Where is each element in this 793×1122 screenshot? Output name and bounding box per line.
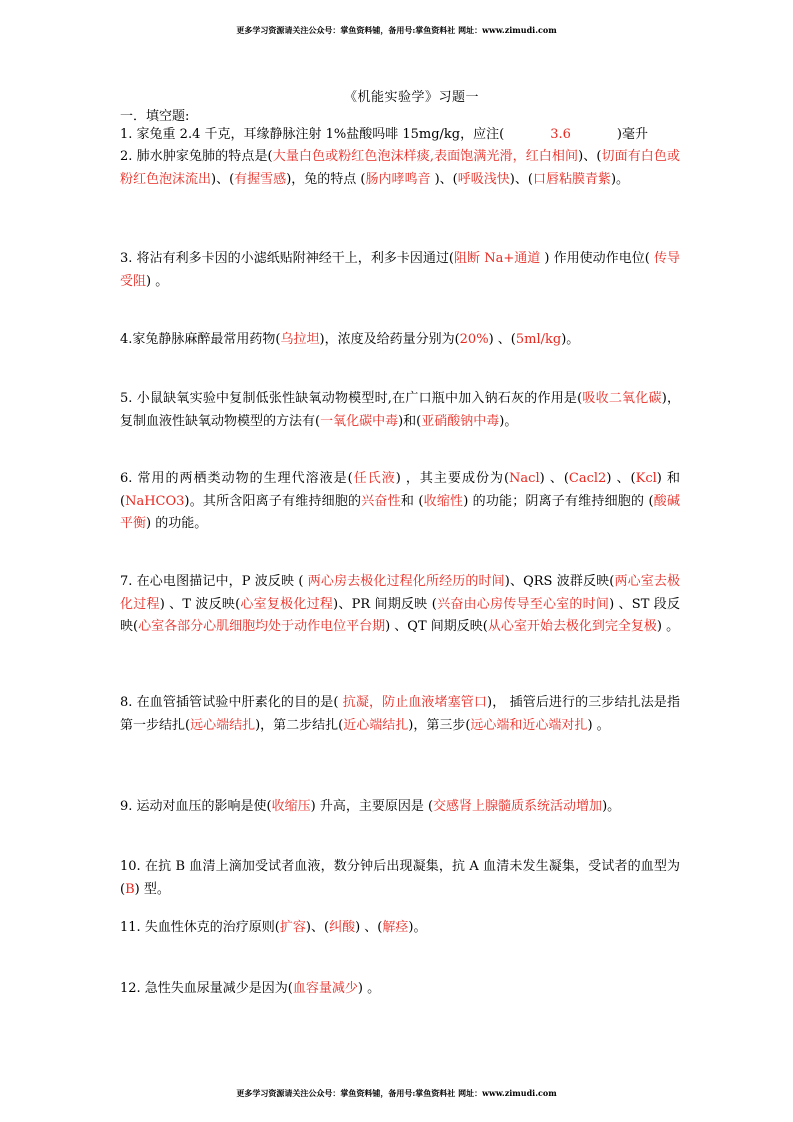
question-7: 7. 在心电图描记中，P 波反映 ( 两心房去极化过程化所经历的时间)、QRS 波群反映(两心室去极化过程) 、T 波反映(心室复极化过程)、PR 间期反映 (兴奋由心房传导至心室的时间) 、ST 段反映(心室各部分心肌细胞均处于动作电位平台期) 、QT 间期反映(从心室开始去极化到完全复极) 。 <box>120 574 680 634</box>
question-9: 9. 运动对血压的影响是使(收缩压) 升高，主要原因是 (交感肾上腺髓质系统活动增加)。 <box>120 799 621 814</box>
question-6: 6. 常用的两栖类动物的生理代溶液是(任氏液) ，其主要成份为(Nacl) 、(Cacl2) 、(Kcl) 和 (NaHCO3)。其所含阳离子有维持细胞的兴奋性和 (收缩性) 的功能；阴离子有维持细胞的 (酸碱平衡) 的功能。 <box>120 471 681 531</box>
question-5: 5. 小鼠缺氧实验中复制低张性缺氧动物模型时,在广口瓶中加入钠石灰的作用是(吸收二氧化碳)，复制血液性缺氧动物模型的方法有(一氧化碳中毒)和(亚硝酸钠中毒)。 <box>120 391 680 429</box>
question-2: 2. 肺水肿家兔肺的特点是(大量白色或粉红色泡沫样痰,表面饱满光滑，红白相间)、(切面有白色或粉红色泡沫流出)、(有握雪感)，兔的特点 (肠内哮鸣音 )、(呼吸浅快)、(口唇粘膜青紫)。 <box>120 149 680 187</box>
question-12: 12. 急性失血尿量减少是因为(血容量减少) 。 <box>120 981 381 996</box>
question-3: 3. 将沾有利多卡因的小滤纸贴附神经干上，利多卡因通过(阻断 Na+通道 ) 作用使动作电位( 传导受阻) 。 <box>120 251 680 289</box>
question-11: 11. 失血性休克的治疗原则(扩容)、(纠酸) 、(解痉)。 <box>120 920 427 935</box>
page-header: 更多学习资源请关注公众号：掌鱼资料铺，备用号:掌鱼资料社 网址：www.zimudi.com <box>236 25 557 35</box>
question-1: 1. 家兔重 2.4 千克，耳缘静脉注射 1%盐酸吗啡 15mg/kg，应注( 3.6 )毫升 <box>120 127 648 142</box>
question-4: 4.家兔静脉麻醉最常用药物(乌拉坦)，浓度及给药量分别为(20%) 、(5ml/kg)。 <box>120 332 580 347</box>
page-footer: 更多学习资源请关注公众号：掌鱼资料铺，备用号:掌鱼资料社 网址：www.zimudi.com <box>236 1088 557 1098</box>
question-8: 8. 在血管插管试验中肝素化的目的是( 抗凝，防止血液堵塞管口)， 插管后进行的三步结扎法是指第一步结扎(远心端结扎)，第二步结扎(近心端结扎)，第三步(远心端和近心端对扎) 。 <box>120 695 680 733</box>
section-heading: 一．填空题: <box>120 109 190 124</box>
document-title: 《机能实验学》习题一 <box>343 90 479 105</box>
answer-1: 3.6 <box>550 127 571 142</box>
question-10: 10. 在抗 B 血清上滴加受试者血液，数分钟后出现凝集，抗 A 血清未发生凝集，受试者的血型为(B) 型。 <box>120 859 680 897</box>
